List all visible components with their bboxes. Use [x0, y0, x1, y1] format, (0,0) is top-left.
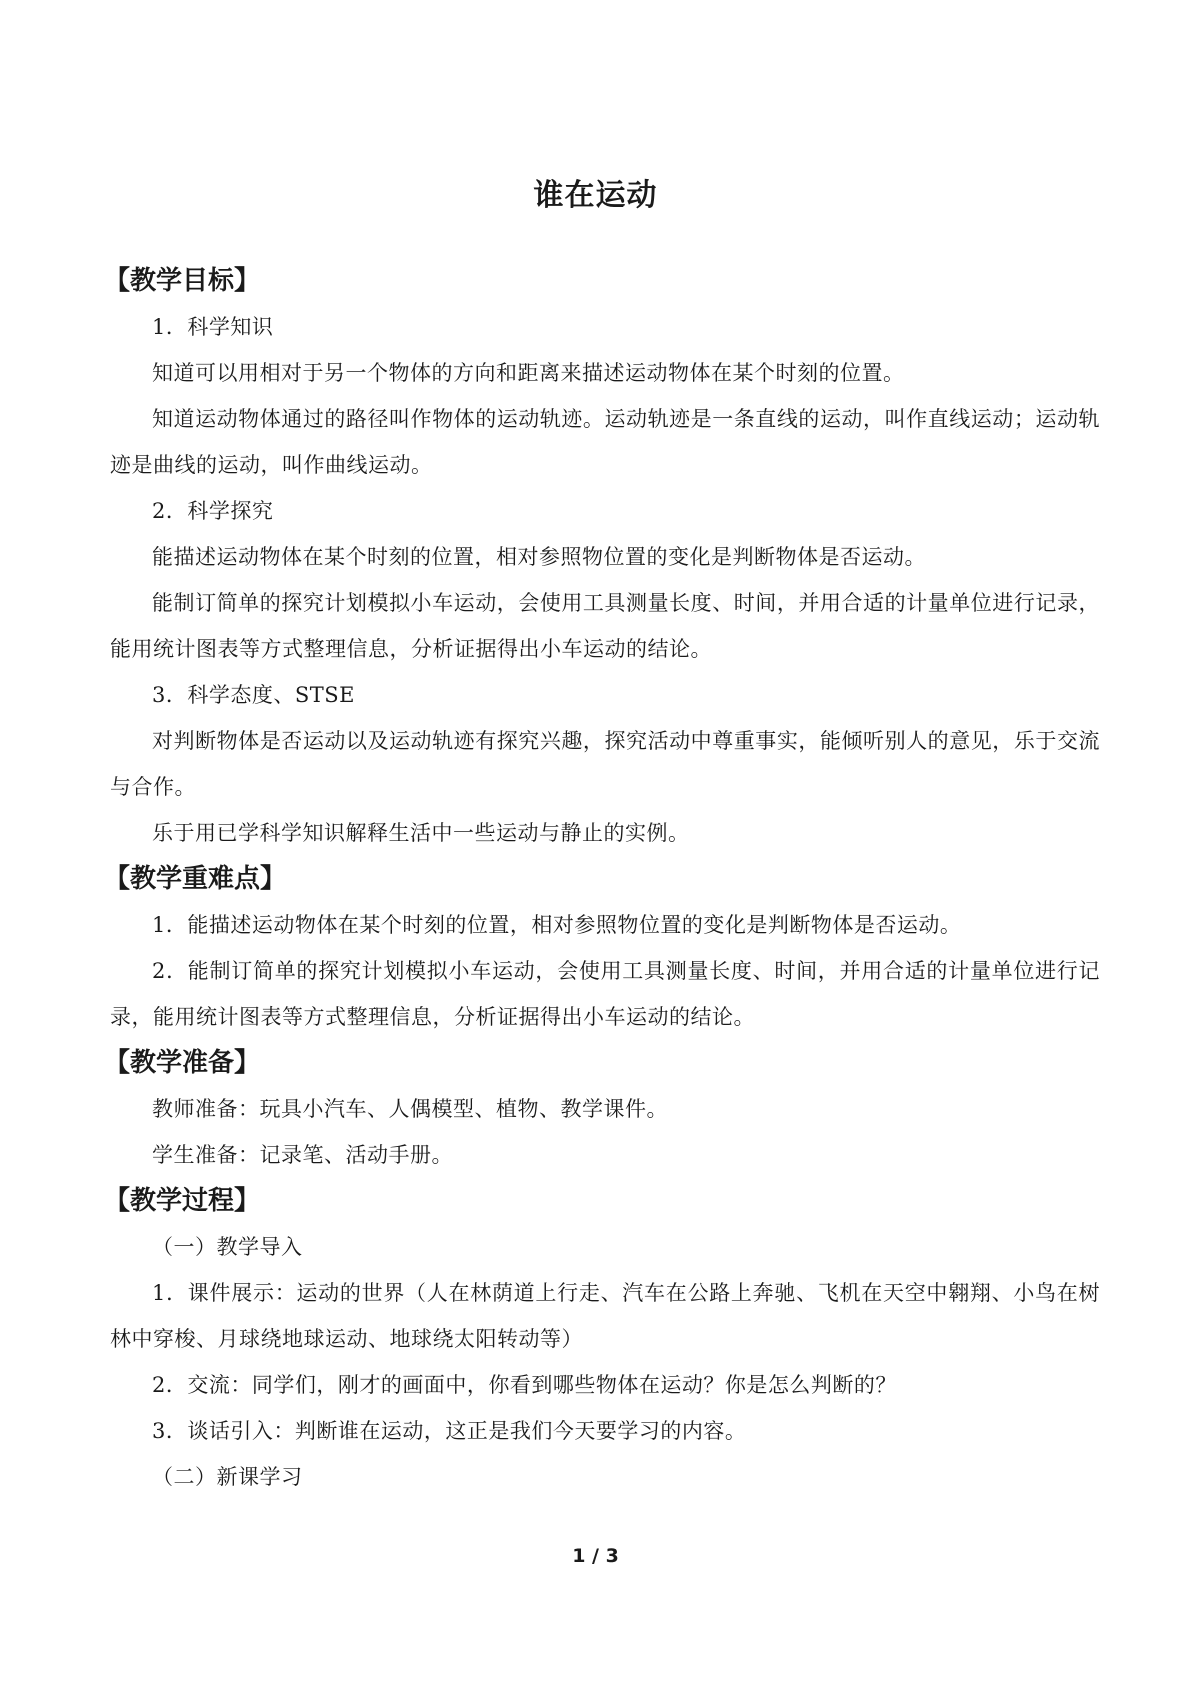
paragraph: 2．交流：同学们，刚才的画面中，你看到哪些物体在运动？你是怎么判断的？ [152, 1373, 897, 1397]
paragraph: 能制订简单的探究计划模拟小车运动，会使用工具测量长度、时间，并用合适的计量单位进行记录，能用统计图表等方式整理信息，分析证据得出小车运动的结论。 [110, 591, 1100, 661]
paragraph: 3．谈话引入：判断谁在运动，这正是我们今天要学习的内容。 [152, 1419, 747, 1443]
section-heading-key-points: 【教学重难点】 [104, 864, 287, 894]
paragraph: 乐于用已学科学知识解释生活中一些运动与静止的实例。 [152, 821, 690, 845]
paragraph: 2．能制订简单的探究计划模拟小车运动，会使用工具测量长度、时间，并用合适的计量单位进行记录，能用统计图表等方式整理信息，分析证据得出小车运动的结论。 [110, 959, 1100, 1029]
page-indicator: 1 / 3 [572, 1545, 619, 1567]
paragraph: 2．科学探究 [152, 499, 274, 523]
document-body [104, 258, 1100, 1500]
section-heading-preparation: 【教学准备】 [104, 1048, 261, 1078]
paragraph: 知道可以用相对于另一个物体的方向和距离来描述运动物体在某个时刻的位置。 [152, 361, 905, 385]
paragraph: （二）新课学习 [152, 1465, 303, 1489]
paragraph: 1．课件展示：运动的世界（人在林荫道上行走、汽车在公路上奔驰、飞机在天空中翱翔、小鸟在树林中穿梭、月球绕地球运动、地球绕太阳转动等） [110, 1281, 1100, 1351]
paragraph: 学生准备：记录笔、活动手册。 [152, 1143, 453, 1167]
paragraph: 1．科学知识 [152, 315, 274, 339]
paragraph: 1．能描述运动物体在某个时刻的位置，相对参照物位置的变化是判断物体是否运动。 [152, 913, 962, 937]
section-heading-process: 【教学过程】 [104, 1186, 261, 1216]
paragraph: 对判断物体是否运动以及运动轨迹有探究兴趣，探究活动中尊重事实，能倾听别人的意见，乐于交流与合作。 [110, 729, 1100, 799]
paragraph: （一）教学导入 [152, 1235, 303, 1259]
section-heading-objectives: 【教学目标】 [104, 266, 261, 296]
paragraph: 教师准备：玩具小汽车、人偶模型、植物、教学课件。 [152, 1097, 668, 1121]
paragraph: 能描述运动物体在某个时刻的位置，相对参照物位置的变化是判断物体是否运动。 [152, 545, 926, 569]
paragraph: 3．科学态度、STSE [152, 683, 355, 707]
paragraph: 知道运动物体通过的路径叫作物体的运动轨迹。运动轨迹是一条直线的运动，叫作直线运动；运动轨迹是曲线的运动，叫作曲线运动。 [110, 407, 1100, 477]
document-title: 谁在运动 [533, 178, 658, 213]
